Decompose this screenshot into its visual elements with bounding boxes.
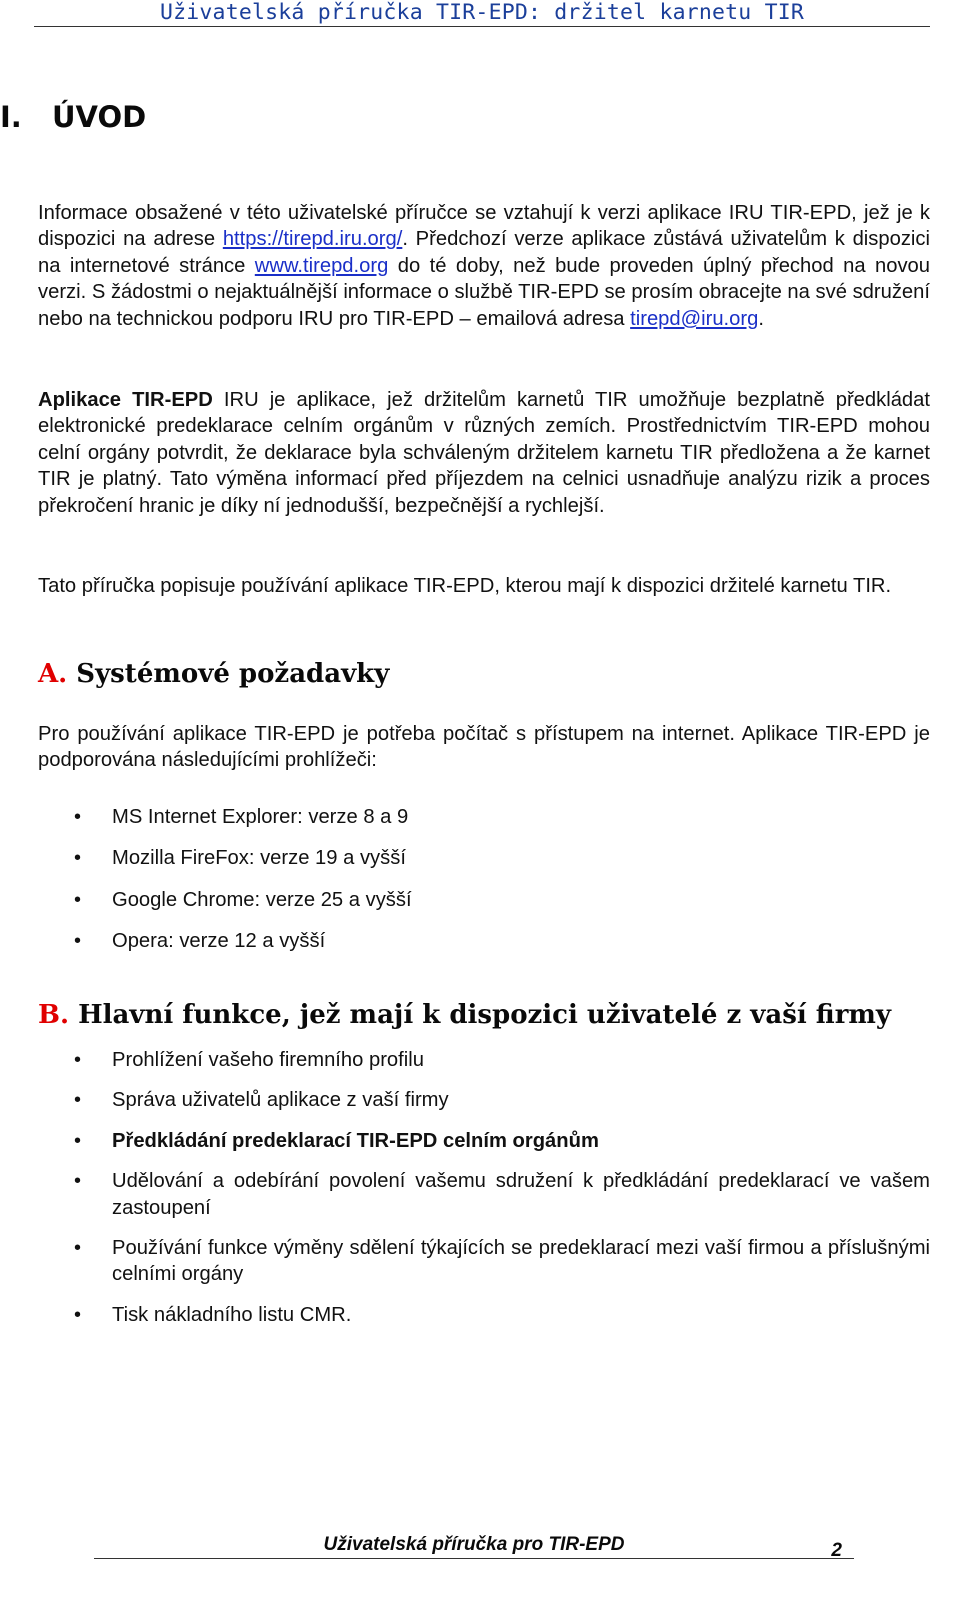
link-support-email[interactable]: tirepd@iru.org [630, 307, 759, 330]
browser-item-label: MS Internet Explorer: verze 8 a 9 [112, 806, 409, 828]
link-tirepd-iru[interactable]: https://tirepd.iru.org/ [222, 228, 403, 251]
function-item [38, 1128, 930, 1154]
chapter-title: ÚVOD [52, 100, 147, 134]
function-item [38, 1047, 930, 1073]
about-bold-lead: Aplikace TIR-EPD [38, 389, 213, 411]
section-a-title: Systémové požadavky [67, 659, 390, 689]
browser-item-label: Opera: verze 12 a vyšší [112, 930, 326, 953]
function-item [38, 1302, 930, 1328]
function-item-label: Správa uživatelů aplikace z vaší firmy [112, 1089, 449, 1112]
intro-text-3: do té doby, než bude proveden úplný přechod na novou verzi. S žádostmi o nejaktuálnější informace o službě TIR-EPD se prosím obracejte na své sdružení nebo na technickou podporu IRU pro TIR-EPD – emailová adresa [38, 254, 930, 330]
function-item-label: Předkládání predeklarací TIR-EPD celním orgánům [112, 1129, 599, 1152]
browser-list [38, 804, 930, 955]
browser-item [38, 804, 930, 830]
running-header: Uživatelská příručka TIR-EPD: držitel karnetu TIR [34, 0, 930, 27]
bullet-icon: • [74, 806, 82, 828]
section-a-text: Pro používání aplikace TIR-EPD je potřeba počítač s přístupem na internet. Aplikace TIR-EPD je podporována následujícími prohlížeči: [38, 723, 930, 772]
intro-text-2: . Předchozí verze aplikace zůstává uživatelům k dispozici na internetové stránce [38, 228, 930, 277]
function-item [38, 1235, 930, 1288]
function-list [38, 1047, 930, 1328]
about-text: IRU je aplikace, jež držitelům karnetů TIR umožňuje bezplatně předkládat elektronické predeklarace celním orgánům v různých zemích. Prostřednictvím TIR-EPD mohou celní orgány potvrdit, že deklarace byla schváleným držitelem karnetu TIR předložena a že karnet TIR je platný. Tato výměna informací před příjezdem na celnici usnadňuje analýzu rizik a proces překročení hranic je díky ní jednodušší, bezpečnější a rychlejší. [38, 389, 930, 517]
function-item [38, 1168, 930, 1221]
browser-item [38, 845, 930, 871]
bullet-icon: • [74, 1237, 82, 1260]
section-b-letter: B. [38, 1000, 70, 1030]
function-item [38, 1087, 930, 1113]
intro-text-1: Informace obsažené v této uživatelské příručce se vztahují k verzi aplikace IRU TIR-EPD, jež je k dispozici na adrese [38, 202, 930, 251]
link-tirepd-org[interactable]: www.tirepd.org [254, 254, 389, 277]
browser-item [38, 928, 930, 954]
page-footer [94, 1530, 854, 1559]
intro-text-4: . [758, 307, 764, 330]
section-a-letter: A. [38, 659, 68, 689]
page-number: 2 [831, 1540, 842, 1561]
purpose-paragraph: Tato příručka popisuje používání aplikace TIR-EPD, kterou mají k dispozici držitelé karnetu TIR. [38, 575, 892, 597]
chapter-number: I. [0, 100, 22, 134]
about-paragraph [38, 387, 930, 519]
bullet-icon: • [74, 1049, 82, 1071]
section-a-heading [38, 659, 389, 689]
section-b-heading [38, 1000, 891, 1030]
bullet-icon: • [74, 1089, 82, 1112]
browser-item [38, 887, 930, 913]
intro-paragraph [38, 200, 930, 332]
section-b-title: Hlavní funkce, jež mají k dispozici uživatelé z vaší firmy [69, 1000, 892, 1030]
browser-item-label: Google Chrome: verze 25 a vyšší [112, 888, 412, 911]
bullet-icon: • [74, 888, 82, 911]
bullet-icon: • [74, 930, 82, 953]
chapter-heading [0, 100, 146, 134]
function-item-label: Používání funkce výměny sdělení týkajících se predeklarací mezi vaší firmou a příslušnými celními orgány [112, 1237, 930, 1286]
bullet-icon: • [74, 1303, 82, 1326]
browser-item-label: Mozilla FireFox: verze 19 a vyšší [112, 847, 406, 870]
function-item-label: Prohlížení vašeho firemního profilu [112, 1049, 424, 1071]
function-item-label: Udělování a odebírání povolení vašemu sdružení k předkládání predeklarací ve vašem zastoupení [112, 1170, 930, 1219]
function-item-label: Tisk nákladního listu CMR. [112, 1303, 352, 1326]
footer-title: Uživatelská příručka pro TIR-EPD [323, 1534, 625, 1555]
bullet-icon: • [74, 1170, 82, 1193]
bullet-icon: • [74, 847, 82, 870]
bullet-icon: • [74, 1129, 82, 1152]
